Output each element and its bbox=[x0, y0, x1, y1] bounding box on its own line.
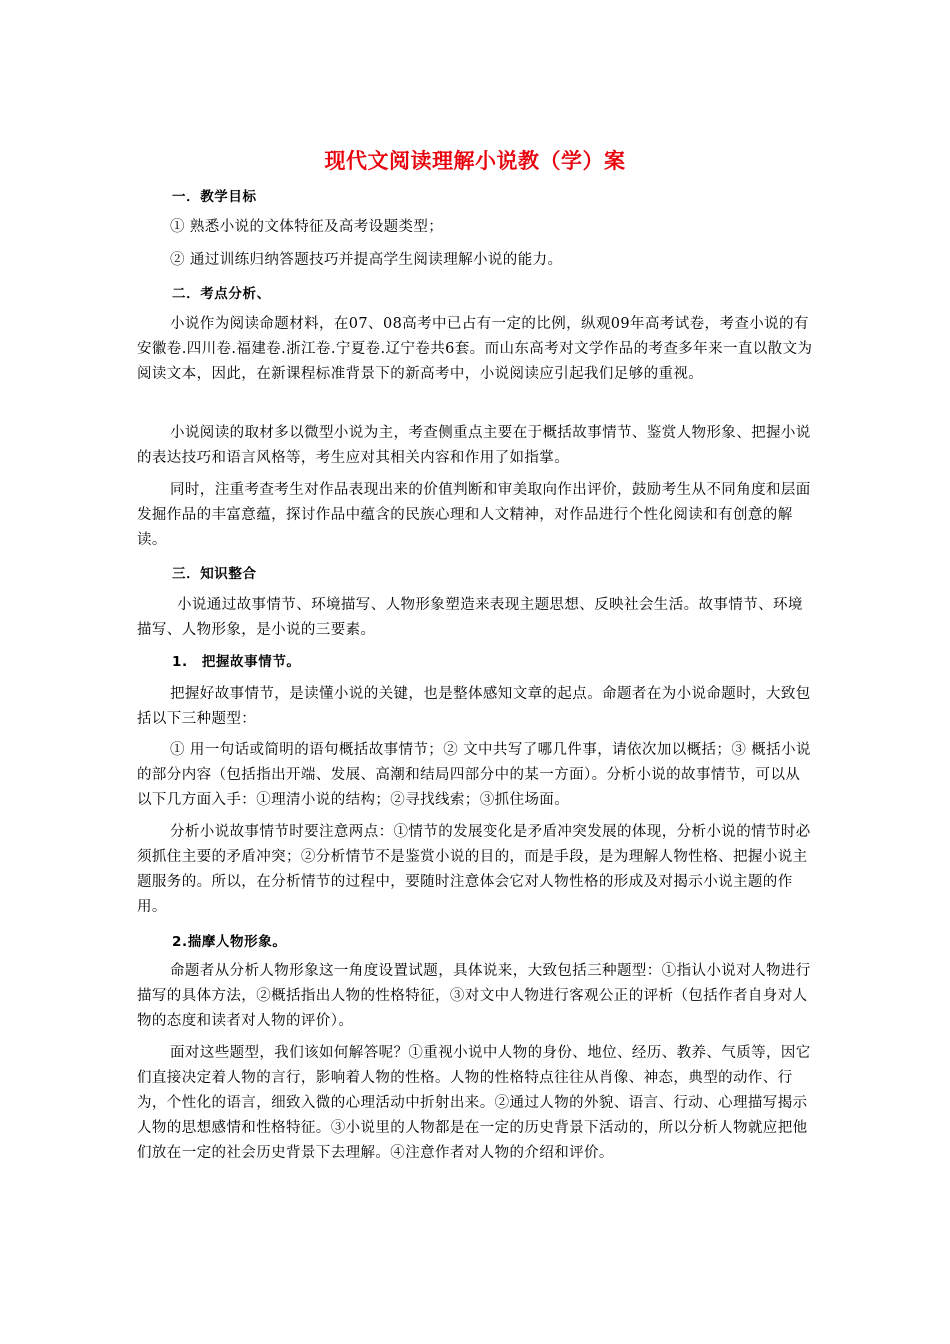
analysis-paragraph-3: 同时，注重考查考生对作品表现出来的价值判断和审美取向作出评价，鼓励考生从不同角度和层面发掘作品的丰富意蕴，探讨作品中蕴含的民族心理和人文精神，对作品进行个性化阅读和有创意的解读。 bbox=[137, 482, 811, 548]
character-paragraph-2: 面对这些题型，我们该如何解答呢？①重视小说中人物的身份、地位、经历、教养、气质等，因它们直接决定着人物的言行，影响着人物的性格。人物的性格特点往往从肖像、神态，典型的动作、行为，个性化的语言，细致入微的心理活动中折射出来。②通过人物的外貌、语言、行动、心理描写揭示人物的思想感情和性格特征。③小说里的人物都是在一定的历史背景下活动的，所以分析人物就应把他们放在一定的社会历史背景下去理解。④注意作者对人物的介绍和评价。 bbox=[137, 1045, 811, 1161]
section-heading-goals: 一．教学目标 bbox=[172, 189, 257, 205]
plot-paragraph-1: 把握好故事情节，是读懂小说的关键，也是整体感知文章的起点。命题者在为小说命题时，大致包括以下三种题型： bbox=[137, 686, 811, 727]
knowledge-intro: 小说通过故事情节、环境描写、人物形象塑造来表现主题思想、反映社会生活。故事情节、环境描写、人物形象，是小说的三要素。 bbox=[137, 597, 803, 638]
analysis-paragraph-1: 小说作为阅读命题材料，在07、08高考中已占有一定的比例，纵观09年高考试卷，考查小说的有安徽卷.四川卷.福建卷.浙江卷.宁夏卷.辽宁卷共6套。而山东高考对文学作品的考查多年来一直以散文为阅读文本，因此，在新课程标准背景下的新高考中，小说阅读应引起我们足够的重视。 bbox=[137, 316, 813, 382]
analysis-paragraph-2: 小说阅读的取材多以微型小说为主，考查侧重点主要在于概括故事情节、鉴赏人物形象、把握小说的表达技巧和语言风格等，考生应对其相关内容和作用了如指掌。 bbox=[137, 425, 811, 466]
subsection-heading-plot: 1. 把握故事情节。 bbox=[172, 654, 301, 670]
subsection-heading-character: 2.揣摩人物形象。 bbox=[172, 934, 287, 950]
goal-item-2: ② 通过训练归纳答题技巧并提高学生阅读理解小说的能力。 bbox=[170, 252, 563, 268]
goal-item-1: ① 熟悉小说的文体特征及高考设题类型； bbox=[170, 219, 444, 235]
character-paragraph-1: 命题者从分析人物形象这一角度设置试题，具体说来，大致包括三种题型：①指认小说对人物进行描写的具体方法，②概括指出人物的性格特征，③对文中人物进行客观公正的评析（包括作者自身对人物的态度和读者对人物的评价）。 bbox=[137, 963, 811, 1029]
section-heading-analysis: 二．考点分析、 bbox=[172, 286, 271, 302]
document-title: 现代文阅读理解小说教（学）案 bbox=[324, 149, 626, 173]
plot-paragraph-3: 分析小说故事情节时要注意两点：①情节的发展变化是矛盾冲突发展的体现，分析小说的情节时必须抓住主要的矛盾冲突；②分析情节不是鉴赏小说的目的，而是手段，是为理解人物性格、把握小说主题服务的。所以，在分析情节的过程中，要随时注意体会它对人物性格的形成及对揭示小说主题的作用。 bbox=[137, 824, 811, 915]
plot-paragraph-2: ① 用一句话或简明的语句概括故事情节；② 文中共写了哪几件事，请依次加以概括；③ 概括小说的部分内容（包括指出开端、发展、高潮和结局四部分中的某一方面）。分析小说的故事情节，可以从以下几方面入手：①理清小说的结构；②寻找线索；③抓住场面。 bbox=[137, 742, 811, 808]
section-heading-knowledge: 三．知识整合 bbox=[172, 566, 257, 582]
